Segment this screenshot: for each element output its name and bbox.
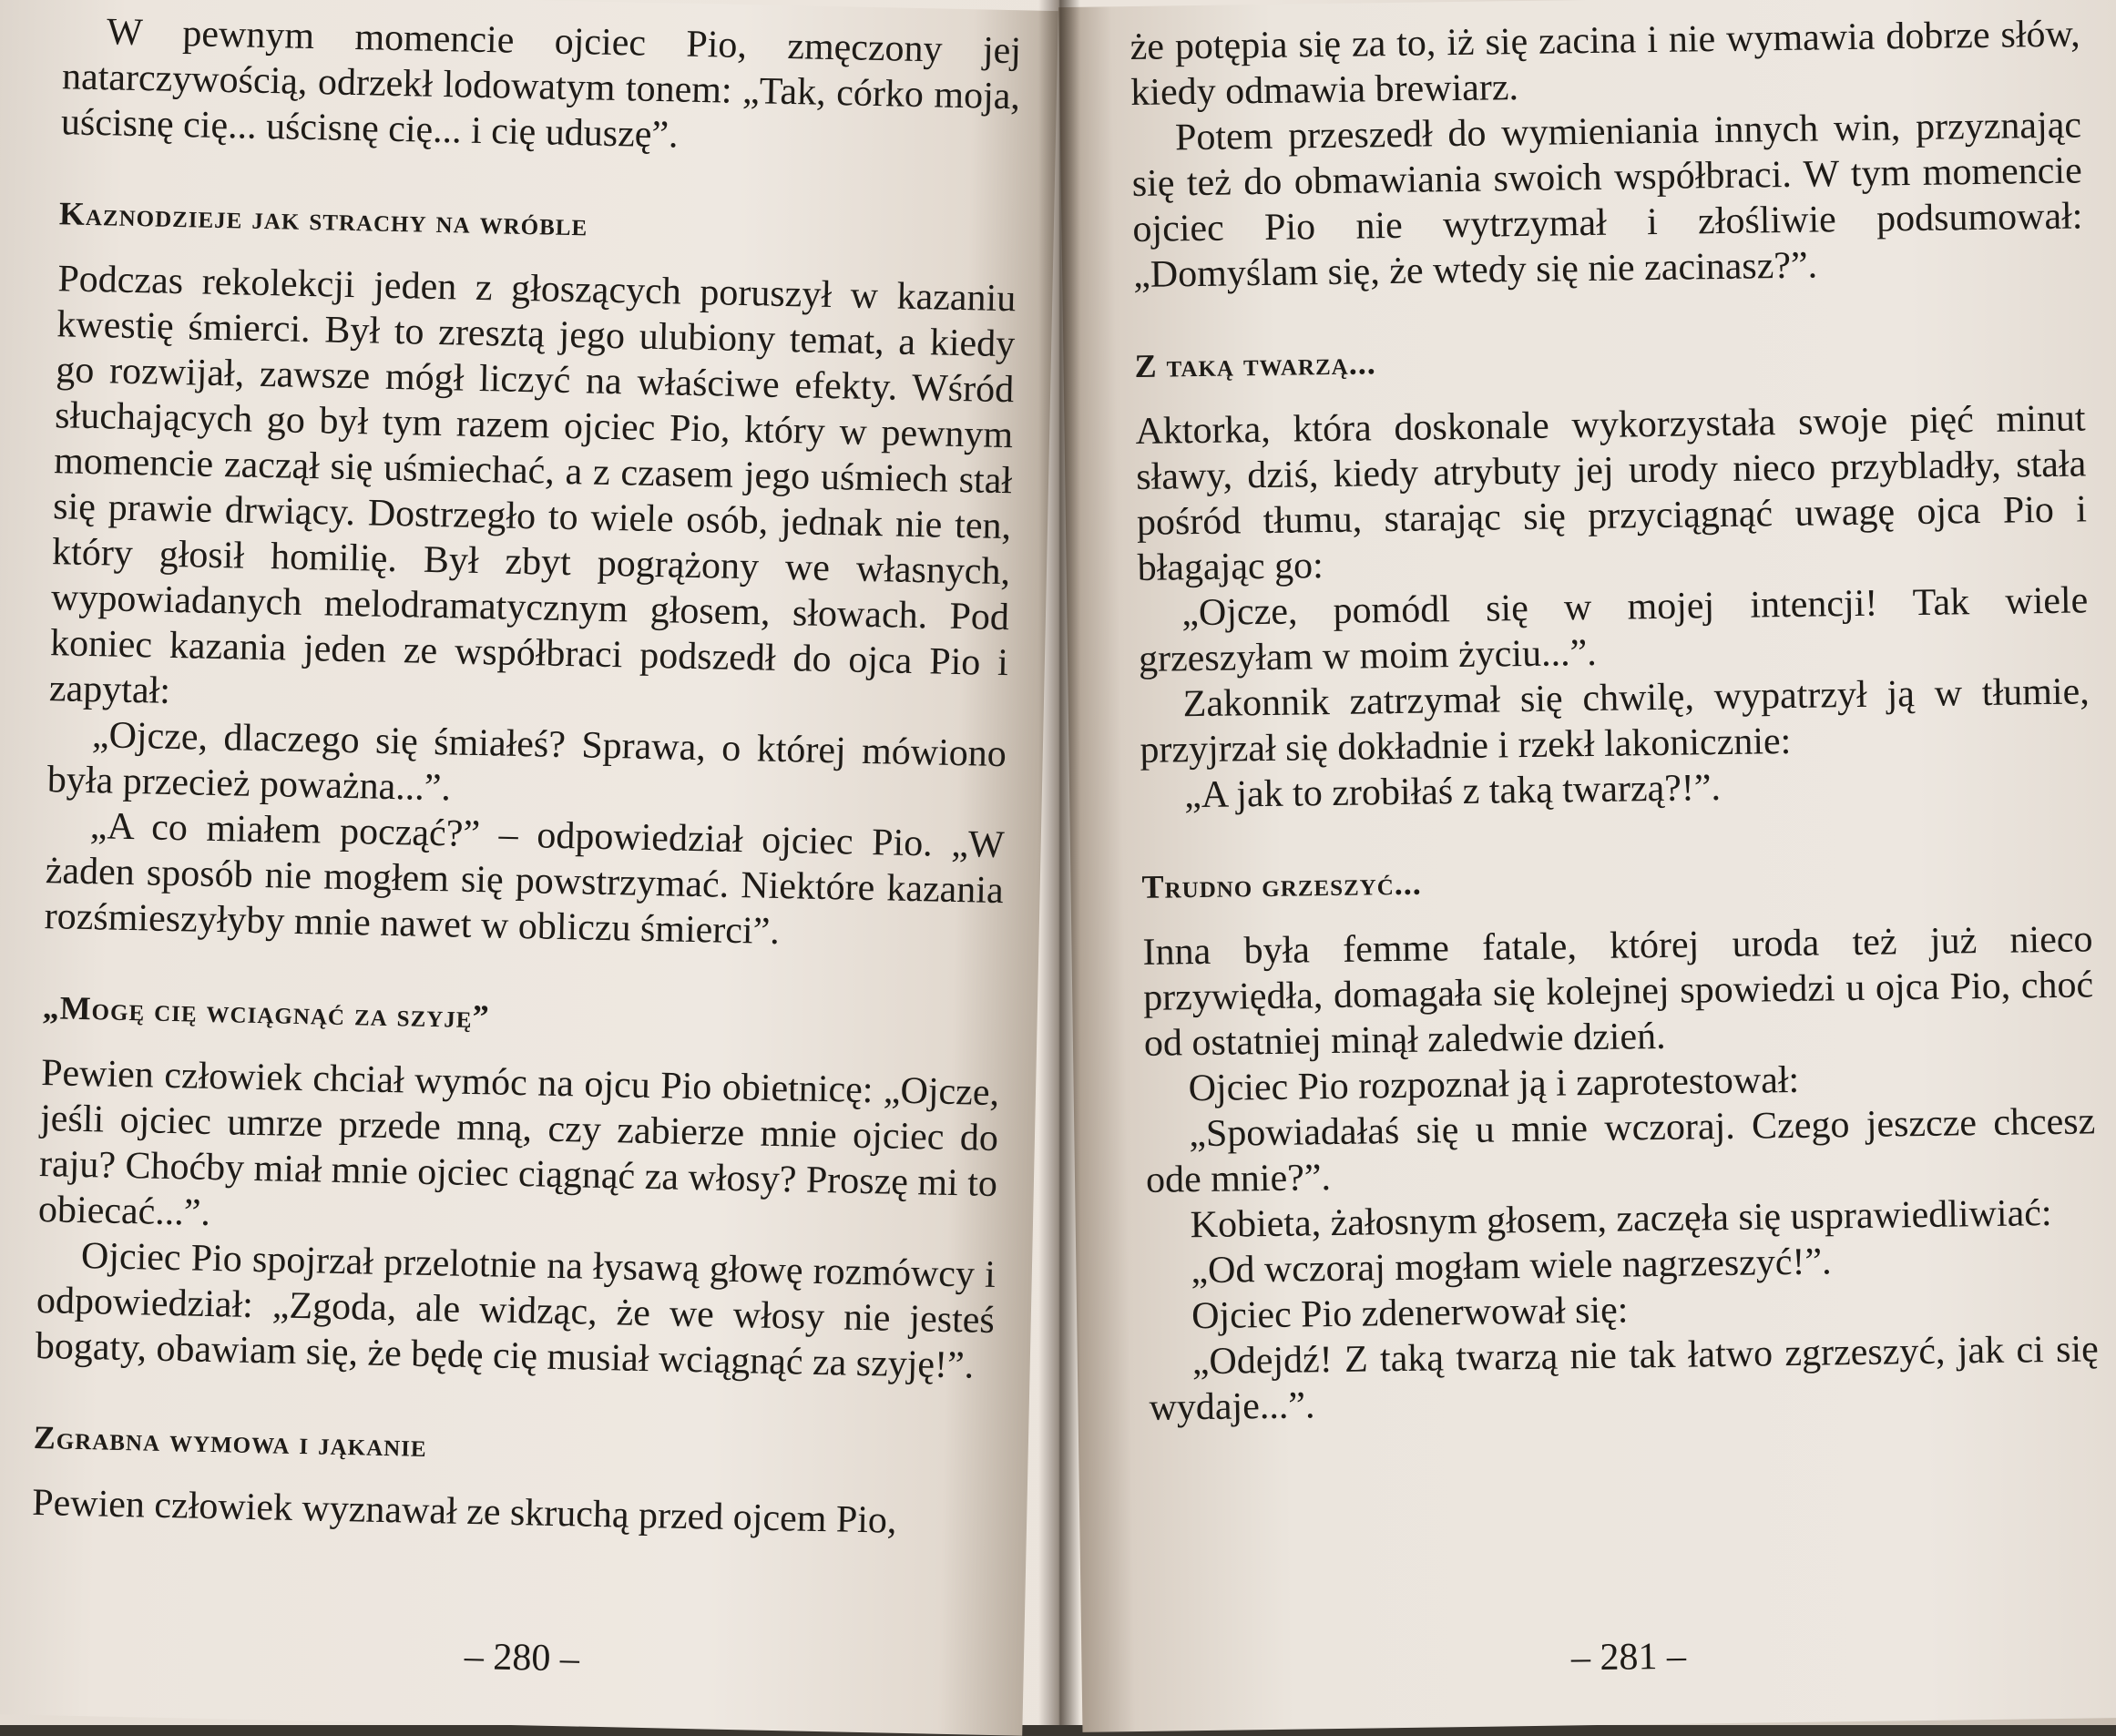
paragraph: „Ojcze, dlaczego się śmiałeś? Sprawa, o której mówiono była przecież poważna...”. xyxy=(46,714,1007,810)
section-heading-kaznodzieje: Kaznodzieje jak strachy na wróble xyxy=(58,195,588,243)
paragraph: Ojciec Pio rozpoznał ją i zaprotestował: xyxy=(1188,1058,1800,1110)
paragraph: Ojciec Pio spojrzał przelotnie na łysawą głowę rozmówcy i odpowiedział: „Zgoda, ale widząc, że we włosy nie jesteś bogaty, obawiam się, że będę cię musiał wciągnąć za szyję!”. xyxy=(35,1235,997,1387)
section-heading-moge-cie: „Mogę cię wciągnąć za szyję” xyxy=(42,989,491,1036)
page-number-left: – 280 – xyxy=(464,1635,580,1680)
paragraph: Pewien człowiek wyznawał ze skruchą przed ojcem Pio, xyxy=(31,1481,897,1542)
paragraph: „Od wczoraj mogłam wiele nagrzeszyć!”. xyxy=(1191,1241,1832,1292)
paragraph: Ojciec Pio zdenerwował się: xyxy=(1191,1289,1629,1338)
paragraph: Zakonnik zatrzymał się chwilę, wypatrzył ją w tłumie, przyjrzał się dokładnie i rzekł lakonicznie: xyxy=(1140,670,2090,771)
paragraph: Kobieta, żałosnym głosem, zaczęła się usprawiedliwiać: xyxy=(1190,1192,2052,1247)
page-number-right: – 281 – xyxy=(1570,1635,1687,1680)
paragraph: Aktorka, która doskonale wykorzystała swoje pięć minut sławy, dziś, kiedy atrybuty jej urody nieco przybladły, stała pośród tłumu, starając się przyciągnąć uwagę ojca Pio i błagając go: xyxy=(1135,397,2088,589)
section-heading-zgrabna-wymowa: Zgrabna wymowa i jąkanie xyxy=(33,1418,428,1464)
right-page xyxy=(1058,0,2116,1732)
paragraph: „Spowiadałaś się u mnie wczoraj. Czego jeszcze chcesz ode mnie?”. xyxy=(1145,1100,2096,1201)
paragraph: Potem przeszedł do wymieniania innych win, przyznając się też do obmawiania swoich współbraci. W tym momencie ojciec Pio nie wytrzymał i złośliwie podsumował: „Domyślam się, że wtedy się nie zacinasz?”. xyxy=(1131,104,2083,296)
paragraph: „Odejdź! Z taką twarzą nie tak łatwo zgrzeszyć, jak ci się wydaje...”. xyxy=(1149,1328,2100,1429)
paragraph: że potępia się za to, iż się zacina i nie wymawia dobrze słów, kiedy odmawia brewiarz. xyxy=(1130,13,2080,115)
paragraph: „A co miałem począć?” – odpowiedział ojciec Pio. „W żaden sposób nie mogłem się powstrzymać. Niektóre kazania rozśmieszyłyby mnie nawet w obliczu śmierci”. xyxy=(44,805,1006,953)
paragraph: Inna była femme fatale, której uroda też już nieco przywiędła, domagała się kolejnej spowiedzi u ojca Pio, choć od ostatniej minął zaledwie dzień. xyxy=(1142,918,2094,1065)
paragraph: „A jak to zrobiłaś z taką twarzą?!”. xyxy=(1183,767,1722,817)
section-heading-trudno-grzeszyc: Trudno grzeszyć... xyxy=(1141,864,1423,905)
book-gutter xyxy=(1038,0,1080,1725)
left-intro-paragraph: W pewnym momencie ojciec Pio, zmęczony jej natarczywością, odrzekł lodowatym tonem: „Tak, córko moja, uścisnę cię... uścisnę cię... i cię uduszę”. xyxy=(60,11,1022,157)
section-heading-z-taka-twarza: Z taką twarzą... xyxy=(1134,344,1376,384)
paragraph: „Ojcze, pomódl się w mojej intencji! Tak wiele grzeszyłam w moim życiu...”. xyxy=(1138,579,2089,680)
paragraph: Podczas rekolekcji jeden z głoszących poruszył w kazaniu kwestię śmierci. Był to zresztą jego ulubiony temat, a kiedy go rozwijał, zawsze mógł liczyć na właściwe efekty. Wśród słuchających go był tym razem ojciec Pio, który w pewnym momencie zaczął się uśmiechać, a z czasem jego uśmiech stał się prawie drwiący. Dostrzegło to wiele osób, jednak nie ten, który głosił homilię. Był zbyt pogrążony we własnych, wypowiadanych melodramatycznym głosem, słowach. Pod koniec kazania jeden ze współbraci podszedł do ojca Pio i zapytał: xyxy=(48,258,1017,712)
paragraph: Pewien człowiek chciał wymóc na ojcu Pio obietnicę: „Ojcze, jeśli ojciec umrze przede mną, czy zabierze mnie ojciec do raju? Choćby miał mnie ojciec ciągnąć za włosy? Proszę mi to obiecać...”. xyxy=(37,1052,1000,1234)
